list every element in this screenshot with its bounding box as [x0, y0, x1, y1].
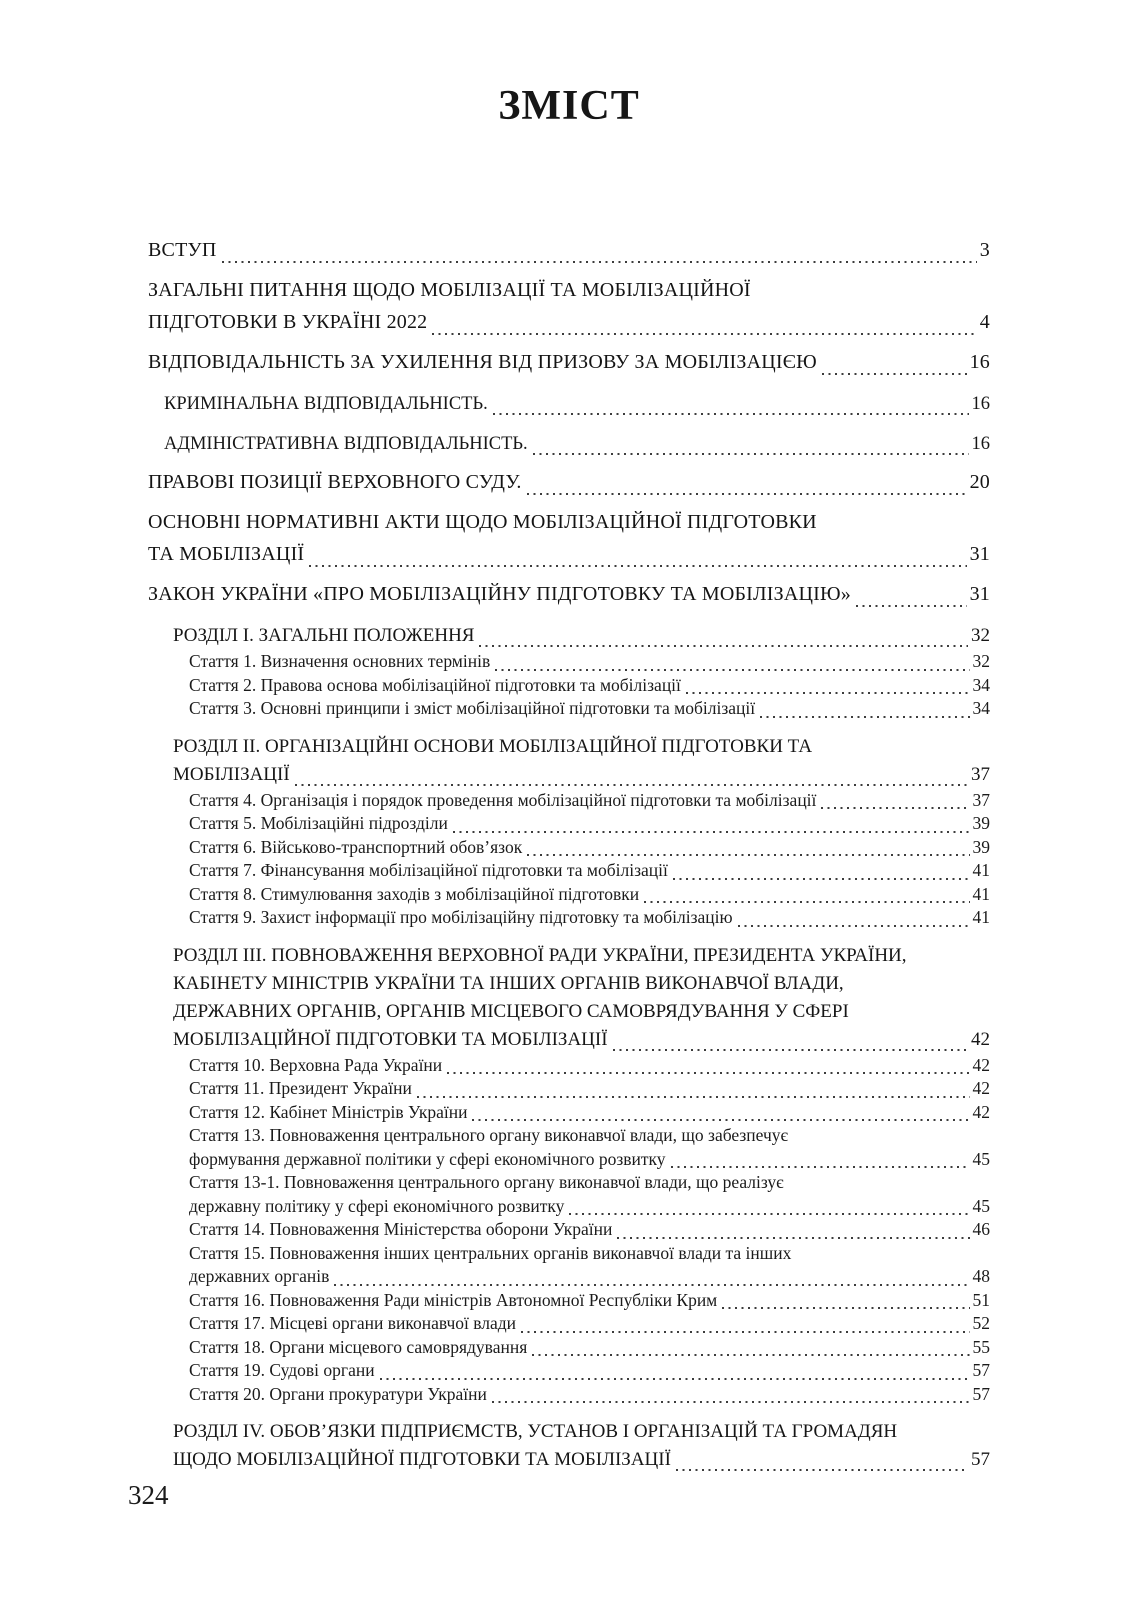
toc-entry-line [189, 1265, 990, 1289]
toc-entry-line [173, 1446, 990, 1474]
toc-page-number: 31 [969, 583, 990, 605]
toc-entry-text: Стаття 4. Організація і порядок проведення мобілізаційної підготовки та мобілізації [189, 789, 817, 810]
toc-entry-line [173, 942, 990, 970]
dot-leader [493, 401, 969, 415]
toc-entry [189, 1312, 990, 1336]
toc-entry [189, 836, 990, 860]
toc-page-number: 51 [972, 1289, 990, 1310]
dot-leader [492, 1389, 970, 1403]
toc-entry-text: формування державної політики у сфері економічного розвитку [189, 1148, 666, 1169]
toc-entry-line [189, 883, 990, 907]
toc-entry-text: РОЗДІЛ I. ЗАГАЛЬНІ ПОЛОЖЕННЯ [173, 625, 475, 646]
toc-entry [189, 674, 990, 698]
toc-entry [173, 942, 990, 1054]
toc-entry-text: Стаття 7. Фінансування мобілізаційної підготовки та мобілізації [189, 860, 668, 880]
dot-leader [671, 1154, 970, 1168]
toc-entry-text: РОЗДІЛ II. ОРГАНІЗАЦІЙНІ ОСНОВИ МОБІЛІЗАЦІЙНОЇ ПІДГОТОВКИ ТА [173, 735, 813, 757]
toc-page-number: 41 [972, 860, 990, 880]
toc-entry-line [173, 970, 990, 998]
toc-entry-line [164, 390, 990, 418]
toc-page-number: 45 [972, 1195, 990, 1216]
toc-page-number: 39 [972, 813, 990, 833]
dot-leader [380, 1366, 970, 1380]
dot-leader [533, 441, 969, 455]
toc-entry-line [189, 859, 990, 883]
toc-page-number: 39 [972, 836, 990, 857]
dot-leader [686, 680, 970, 694]
toc-entry-line [189, 1289, 990, 1313]
toc-entry [189, 1336, 990, 1360]
toc-page-number: 41 [972, 883, 990, 904]
toc-entry-line [189, 1101, 990, 1125]
toc-entry-text: ЩОДО МОБІЛІЗАЦІЙНОЇ ПІДГОТОВКИ ТА МОБІЛІЗАЦІЇ [173, 1449, 671, 1470]
toc-entry [189, 1383, 990, 1407]
toc-entry-line [189, 1195, 990, 1219]
toc-entry [148, 274, 990, 338]
toc-entry [148, 578, 990, 610]
dot-leader [569, 1201, 969, 1215]
toc-entry-text: державну політику у сфері економічного розвитку [189, 1195, 565, 1216]
toc-page-number: 46 [972, 1219, 990, 1239]
toc-entry-text: Стаття 15. Повноваження інших центральних органів виконавчої влади та інших [189, 1242, 792, 1263]
toc-page-number: 57 [971, 1449, 990, 1470]
toc-entry-line [189, 1312, 990, 1336]
toc-entry-line [148, 466, 990, 498]
toc-entry-text: Стаття 1. Визначення основних термінів [189, 651, 491, 671]
toc-entry-line [189, 674, 990, 698]
toc-entry [189, 650, 990, 674]
dot-leader [417, 1084, 970, 1098]
toc-entry-text: Стаття 2. Правова основа мобілізаційної підготовки та мобілізації [189, 674, 681, 695]
toc-entry-line [189, 697, 990, 721]
dot-leader [673, 866, 970, 880]
dot-leader [334, 1272, 969, 1286]
toc-page-number: 34 [972, 674, 990, 695]
dot-leader [760, 704, 969, 718]
toc-entry [148, 506, 990, 570]
toc-entry-text: ВІДПОВІДАЛЬНІСТЬ ЗА УХИЛЕННЯ ВІД ПРИЗОВУ ЗА МОБІЛІЗАЦІЄЮ [148, 351, 817, 373]
toc-entry-text: ВСТУП [148, 239, 217, 261]
toc-page-number: 42 [972, 1054, 990, 1075]
toc-entry-text: ДЕРЖАВНИХ ОРГАНІВ, ОРГАНІВ МІСЦЕВОГО САМОВРЯДУВАННЯ У СФЕРІ [173, 1000, 849, 1022]
toc-page-number: 48 [972, 1266, 990, 1286]
toc-entry [148, 346, 990, 378]
toc-entry-text: Стаття 16. Повноваження Ради міністрів Автономної Республіки Крим [189, 1289, 718, 1310]
toc-entry-line [189, 789, 990, 813]
toc-entry-line [173, 998, 990, 1026]
dot-leader [822, 361, 967, 375]
toc-entry-line [173, 733, 990, 761]
toc-page-number: 31 [969, 543, 990, 565]
toc-page-number: 32 [972, 651, 990, 671]
toc-page-number: 42 [972, 1078, 990, 1098]
dot-leader [676, 1457, 968, 1471]
toc-page-number: 37 [971, 763, 990, 785]
toc-entry-line [189, 1148, 990, 1172]
toc-entry-line [189, 1242, 990, 1266]
toc-page-number: 16 [971, 394, 990, 414]
page-title: ЗМІСТ [498, 83, 640, 129]
toc-entry-line [189, 650, 990, 674]
toc-entry-line [189, 812, 990, 836]
dot-leader [613, 1037, 968, 1051]
dot-leader [644, 889, 969, 903]
toc-list [148, 234, 990, 1474]
dot-leader [521, 1319, 969, 1333]
toc-entry-text: Стаття 3. Основні принципи і зміст мобілізаційної підготовки та мобілізації [189, 698, 756, 718]
toc-entry-line [148, 306, 990, 338]
dot-leader [447, 1060, 969, 1074]
toc-entry [189, 1124, 990, 1171]
toc-page-number: 52 [972, 1313, 990, 1333]
dot-leader [617, 1225, 969, 1239]
dot-leader [722, 1295, 969, 1309]
toc-entry-text: КРИМІНАЛЬНА ВІДПОВІДАЛЬНІСТЬ. [164, 394, 488, 414]
toc-entry-line [148, 578, 990, 610]
content-column [148, 0, 990, 1474]
toc-entry-line [148, 234, 990, 266]
toc-entry-line [164, 430, 990, 458]
toc-entry [189, 789, 990, 813]
toc-entry [164, 430, 990, 458]
toc-page-number: 45 [972, 1148, 990, 1169]
toc-entry-line [189, 1218, 990, 1242]
toc-entry-text: Стаття 13. Повноваження центрального органу виконавчої влади, що забезпечує [189, 1125, 789, 1145]
dot-leader [738, 913, 970, 927]
toc-entry-text: МОБІЛІЗАЦІЇ [173, 763, 290, 785]
toc-entry-text: Стаття 10. Верховна Рада України [189, 1054, 443, 1075]
toc-entry-line [189, 1336, 990, 1360]
toc-entry-line [189, 906, 990, 930]
toc-page-number: 4 [979, 311, 990, 333]
toc-entry [189, 1054, 990, 1078]
toc-page-number: 57 [972, 1383, 990, 1404]
toc-page-number: 16 [971, 434, 990, 454]
toc-entry-line [189, 1077, 990, 1101]
toc-entry-line [189, 836, 990, 860]
dot-leader [527, 481, 967, 495]
toc-entry [173, 733, 990, 789]
toc-page-number: 20 [969, 471, 990, 493]
toc-page-number: 3 [979, 239, 990, 261]
toc-entry [189, 906, 990, 930]
toc-entry [173, 622, 990, 650]
toc-entry-line [173, 761, 990, 789]
toc-entry-text: ПРАВОВІ ПОЗИЦІЇ ВЕРХОВНОГО СУДУ. [148, 471, 522, 493]
toc-entry [189, 1101, 990, 1125]
toc-entry [189, 883, 990, 907]
toc-entry-text: МОБІЛІЗАЦІЙНОЇ ПІДГОТОВКИ ТА МОБІЛІЗАЦІЇ [173, 1028, 608, 1050]
dot-leader [432, 321, 976, 335]
toc-entry [173, 1418, 990, 1474]
toc-entry-line [189, 1171, 990, 1195]
dot-leader [856, 593, 967, 607]
toc-entry-line [148, 538, 990, 570]
toc-entry-line [173, 1418, 990, 1446]
toc-entry-text: Стаття 8. Стимулювання заходів з мобілізаційної підготовки [189, 883, 640, 904]
toc-entry-text: Стаття 11. Президент України [189, 1078, 412, 1098]
toc-entry [189, 1077, 990, 1101]
toc-entry-text: Стаття 14. Повноваження Міністерства оборони України [189, 1219, 613, 1239]
toc-entry-text: КАБІНЕТУ МІНІСТРІВ УКРАЇНИ ТА ІНШИХ ОРГАНІВ ВИКОНАВЧОЇ ВЛАДИ, [173, 972, 844, 994]
toc-entry-text: Стаття 19. Судові органи [189, 1360, 375, 1380]
toc-page-number: 37 [972, 789, 990, 810]
toc-entry-text: РОЗДІЛ III. ПОВНОВАЖЕННЯ ВЕРХОВНОЇ РАДИ УКРАЇНИ, ПРЕЗИДЕНТА УКРАЇНИ, [173, 944, 907, 966]
toc-entry-text: ЗАКОН УКРАЇНИ «ПРО МОБІЛІЗАЦІЙНУ ПІДГОТОВКУ ТА МОБІЛІЗАЦІЮ» [148, 583, 851, 605]
toc-entry [189, 1218, 990, 1242]
toc-entry-text: ОСНОВНІ НОРМАТИВНІ АКТИ ЩОДО МОБІЛІЗАЦІЙНОЇ ПІДГОТОВКИ [148, 511, 817, 533]
toc-entry [189, 1171, 990, 1218]
toc-page-number: 41 [972, 907, 990, 927]
toc-entry [189, 1242, 990, 1289]
toc-entry-text: ПІДГОТОВКИ В УКРАЇНІ 2022 [148, 311, 428, 333]
dot-leader [222, 249, 977, 263]
footer-page-number: 324 [128, 1480, 169, 1510]
toc-entry-line [148, 274, 990, 306]
dot-leader [453, 819, 970, 833]
toc-entry-text: Стаття 5. Мобілізаційні підрозділи [189, 813, 448, 833]
dot-leader [309, 553, 966, 567]
toc-entry-text: державних органів [189, 1266, 330, 1286]
toc-entry [189, 812, 990, 836]
toc-entry-line [173, 1026, 990, 1054]
toc-entry [164, 390, 990, 418]
toc-entry-text: Стаття 18. Органи місцевого самоврядування [189, 1336, 528, 1357]
toc-entry-text: Стаття 13-1. Повноваження центрального органу виконавчої влади, що реалізує [189, 1172, 784, 1192]
toc-page-number: 16 [969, 351, 990, 373]
toc-entry [148, 234, 990, 266]
toc-entry-line [189, 1383, 990, 1407]
toc-entry [148, 466, 990, 498]
toc-entry-text: Стаття 20. Органи прокуратури України [189, 1383, 487, 1404]
toc-entry-line [148, 346, 990, 378]
toc-entry [189, 859, 990, 883]
toc-entry [189, 1359, 990, 1383]
toc-entry-text: РОЗДІЛ IV. ОБОВ’ЯЗКИ ПІДПРИЄМСТВ, УСТАНОВ І ОРГАНІЗАЦІЙ ТА ГРОМАДЯН [173, 1421, 898, 1442]
dot-leader [472, 1107, 969, 1121]
toc-entry-text: ЗАГАЛЬНІ ПИТАННЯ ЩОДО МОБІЛІЗАЦІЇ ТА МОБІЛІЗАЦІЙНОЇ [148, 279, 751, 301]
toc-entry-line [173, 622, 990, 650]
toc-page-number: 34 [972, 698, 990, 718]
dot-leader [532, 1342, 969, 1356]
toc-page-number: 57 [972, 1360, 990, 1380]
toc-entry [189, 1289, 990, 1313]
toc-entry-text: Стаття 6. Військово-транспортний обов’язок [189, 836, 523, 857]
toc-entry [189, 697, 990, 721]
toc-entry-line [189, 1124, 990, 1148]
toc-entry-line [148, 506, 990, 538]
toc-page-number: 55 [972, 1336, 990, 1357]
toc-page-number: 42 [971, 1028, 990, 1050]
dot-leader [527, 842, 969, 856]
toc-entry-line [189, 1359, 990, 1383]
dot-leader [821, 795, 969, 809]
toc-entry-text: АДМІНІСТРАТИВНА ВІДПОВІДАЛЬНІСТЬ. [164, 434, 528, 454]
toc-entry-text: Стаття 9. Захист інформації про мобілізаційну підготовку та мобілізацію [189, 907, 733, 927]
toc-page-number: 42 [972, 1101, 990, 1122]
dot-leader [479, 633, 968, 647]
toc-entry-text: ТА МОБІЛІЗАЦІЇ [148, 543, 305, 565]
toc-entry-text: Стаття 12. Кабінет Міністрів України [189, 1101, 468, 1122]
toc-page-number: 32 [971, 625, 990, 646]
toc-entry-text: Стаття 17. Місцеві органи виконавчої влади [189, 1313, 517, 1333]
dot-leader [495, 657, 969, 671]
toc-entry-line [189, 1054, 990, 1078]
dot-leader [295, 772, 968, 786]
